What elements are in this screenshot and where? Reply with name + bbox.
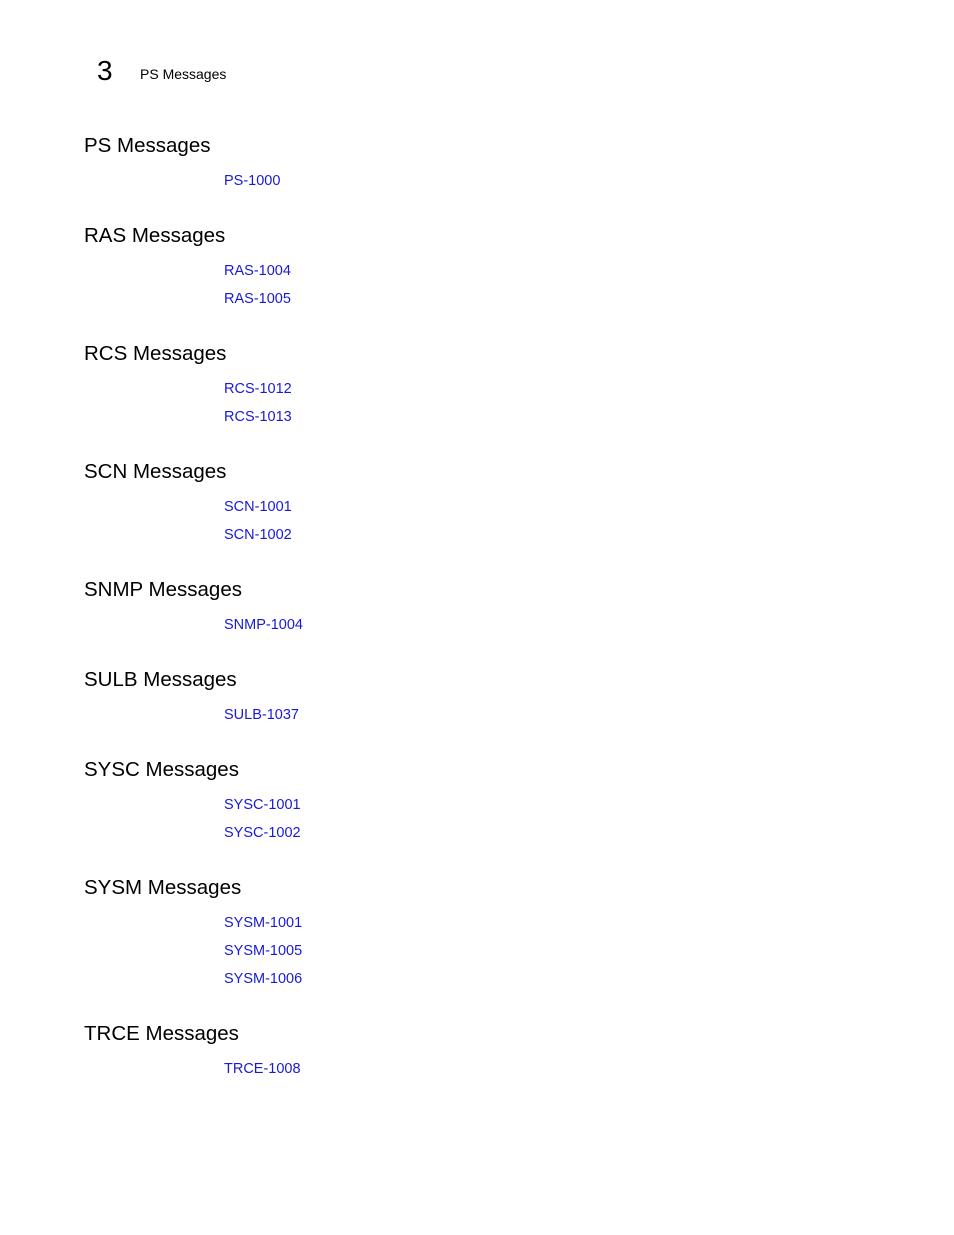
- section-sulb: [84, 665, 884, 733]
- list-item: [224, 705, 884, 733]
- message-link[interactable]: SCN-1002: [224, 527, 292, 543]
- message-link-list: [224, 497, 884, 553]
- section-title: TRCE Messages: [84, 1022, 239, 1045]
- message-link-list: [224, 379, 884, 435]
- message-link-list: [224, 705, 884, 733]
- message-link[interactable]: RAS-1004: [224, 263, 291, 279]
- list-item: [224, 941, 884, 969]
- section-title: RAS Messages: [84, 224, 226, 247]
- message-link[interactable]: TRCE-1008: [224, 1061, 301, 1077]
- list-item: [224, 171, 884, 199]
- section-sysc: [84, 755, 884, 851]
- list-item: [224, 379, 884, 407]
- section-title: SCN Messages: [84, 460, 227, 483]
- section-scn: [84, 457, 884, 553]
- list-item: [224, 795, 884, 823]
- running-title: PS Messages: [140, 66, 227, 82]
- message-link[interactable]: SYSC-1002: [224, 825, 301, 841]
- message-link[interactable]: RCS-1012: [224, 381, 292, 397]
- message-link[interactable]: SNMP-1004: [224, 617, 303, 633]
- section-sysm: [84, 873, 884, 997]
- list-item: [224, 615, 884, 643]
- section-title: SNMP Messages: [84, 578, 242, 601]
- section-title: PS Messages: [84, 134, 211, 157]
- message-link-list: [224, 1059, 884, 1087]
- list-item: [224, 525, 884, 553]
- section-title: SYSC Messages: [84, 758, 239, 781]
- message-link-list: [224, 171, 884, 199]
- chapter-number: 3: [97, 55, 113, 86]
- list-item: [224, 261, 884, 289]
- message-link[interactable]: SYSM-1005: [224, 943, 303, 959]
- list-item: [224, 407, 884, 435]
- message-link[interactable]: SCN-1001: [224, 499, 292, 515]
- message-link-list: [224, 795, 884, 851]
- message-link[interactable]: SULB-1037: [224, 707, 299, 723]
- list-item: [224, 497, 884, 525]
- message-link[interactable]: RCS-1013: [224, 409, 292, 425]
- message-link-list: [224, 913, 884, 997]
- section-title: RCS Messages: [84, 342, 227, 365]
- message-link[interactable]: PS-1000: [224, 173, 281, 189]
- section-title: SULB Messages: [84, 668, 237, 691]
- list-item: [224, 289, 884, 317]
- message-link[interactable]: RAS-1005: [224, 291, 291, 307]
- list-item: [224, 913, 884, 941]
- list-item: [224, 1059, 884, 1087]
- message-link[interactable]: SYSM-1001: [224, 915, 303, 931]
- message-link-list: [224, 261, 884, 317]
- section-trce: [84, 1019, 884, 1087]
- section-ps: [84, 131, 884, 199]
- message-link[interactable]: SYSM-1006: [224, 971, 303, 987]
- message-link-list: [224, 615, 884, 643]
- list-item: [224, 969, 884, 997]
- message-index: [84, 131, 884, 1109]
- section-snmp: [84, 575, 884, 643]
- list-item: [224, 823, 884, 851]
- section-rcs: [84, 339, 884, 435]
- message-link[interactable]: SYSC-1001: [224, 797, 301, 813]
- section-ras: [84, 221, 884, 317]
- section-title: SYSM Messages: [84, 876, 242, 899]
